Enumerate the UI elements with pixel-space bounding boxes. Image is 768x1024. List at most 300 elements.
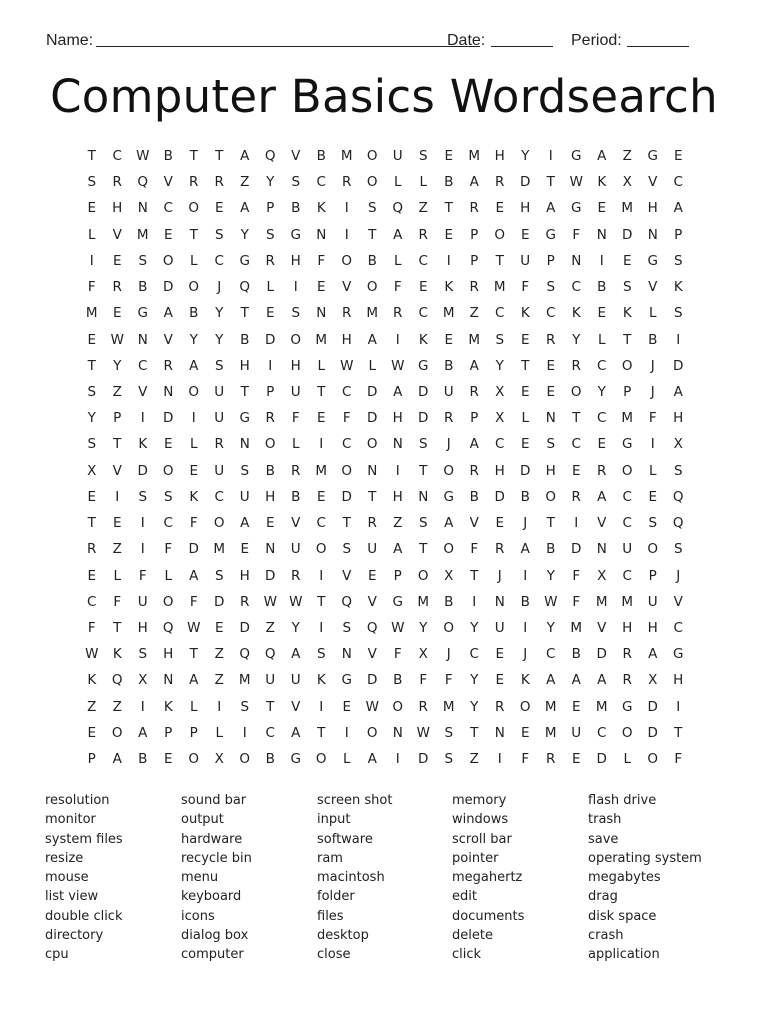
grid-letter[interactable]: Y <box>546 567 555 584</box>
grid-letter[interactable]: B <box>571 646 581 663</box>
grid-letter[interactable]: W <box>365 698 379 715</box>
grid-letter[interactable]: A <box>240 148 250 164</box>
grid-letter[interactable]: C <box>495 436 505 453</box>
grid-letter[interactable]: L <box>368 357 377 374</box>
grid-letter[interactable]: K <box>189 488 199 505</box>
grid-letter[interactable]: T <box>368 488 377 505</box>
grid-letter[interactable]: U <box>214 410 225 427</box>
grid-letter[interactable]: T <box>546 515 555 532</box>
grid-letter[interactable]: P <box>470 410 479 427</box>
grid-letter[interactable]: S <box>87 436 97 453</box>
grid-letter[interactable]: J <box>446 436 451 453</box>
grid-letter[interactable]: F <box>138 567 147 584</box>
grid-letter[interactable]: I <box>395 331 400 348</box>
grid-letter[interactable]: X <box>495 383 505 400</box>
grid-letter[interactable]: O <box>621 724 633 741</box>
grid-letter[interactable]: U <box>265 672 276 689</box>
grid-letter[interactable]: M <box>442 305 455 322</box>
grid-letter[interactable]: E <box>546 383 556 400</box>
grid-letter[interactable]: B <box>546 541 556 558</box>
grid-letter[interactable]: G <box>137 305 148 322</box>
grid-letter[interactable]: E <box>316 410 326 427</box>
grid-letter[interactable]: U <box>290 672 301 689</box>
grid-letter[interactable]: M <box>468 148 481 164</box>
grid-letter[interactable]: E <box>87 724 97 741</box>
grid-letter[interactable]: S <box>163 488 173 505</box>
grid-letter[interactable]: Z <box>418 200 428 217</box>
grid-letter[interactable]: K <box>444 279 454 296</box>
grid-letter[interactable]: V <box>342 279 352 296</box>
grid-letter[interactable]: L <box>113 567 122 584</box>
grid-letter[interactable]: E <box>495 515 505 532</box>
grid-letter[interactable]: A <box>520 541 530 558</box>
grid-letter[interactable]: N <box>316 305 327 322</box>
grid-letter[interactable]: E <box>444 226 454 243</box>
grid-letter[interactable]: K <box>520 305 530 322</box>
grid-letter[interactable]: E <box>240 541 250 558</box>
grid-letter[interactable]: G <box>290 226 301 243</box>
grid-letter[interactable]: B <box>291 200 301 217</box>
grid-letter[interactable]: I <box>650 436 655 453</box>
grid-letter[interactable]: B <box>520 593 530 610</box>
grid-letter[interactable]: N <box>494 593 505 610</box>
grid-letter[interactable]: E <box>112 252 122 269</box>
grid-letter[interactable]: G <box>673 646 684 663</box>
grid-letter[interactable]: O <box>621 357 633 374</box>
grid-letter[interactable]: S <box>342 541 352 558</box>
grid-letter[interactable]: D <box>239 619 250 636</box>
grid-letter[interactable]: M <box>621 410 634 427</box>
grid-letter[interactable]: F <box>572 226 581 243</box>
grid-letter[interactable]: M <box>366 305 379 322</box>
grid-letter[interactable]: N <box>392 724 403 741</box>
grid-letter[interactable]: I <box>523 619 528 636</box>
grid-letter[interactable]: G <box>443 488 454 505</box>
grid-letter[interactable]: X <box>622 174 632 191</box>
grid-letter[interactable]: A <box>163 305 173 322</box>
grid-letter[interactable]: B <box>240 331 250 348</box>
grid-letter[interactable]: M <box>621 593 634 610</box>
grid-letter[interactable]: L <box>648 462 657 479</box>
grid-letter[interactable]: Z <box>469 305 479 322</box>
grid-letter[interactable]: I <box>446 252 451 269</box>
grid-letter[interactable]: T <box>87 148 96 164</box>
grid-letter[interactable]: M <box>493 279 506 296</box>
grid-letter[interactable]: R <box>546 331 556 348</box>
grid-letter[interactable]: C <box>546 305 556 322</box>
grid-letter[interactable]: O <box>290 331 302 348</box>
grid-letter[interactable]: Y <box>189 331 198 348</box>
grid-letter[interactable]: C <box>597 410 607 427</box>
grid-letter[interactable]: A <box>546 200 556 217</box>
grid-letter[interactable]: G <box>622 436 633 453</box>
grid-letter[interactable]: E <box>571 698 581 715</box>
grid-letter[interactable]: E <box>112 305 122 322</box>
grid-letter[interactable]: B <box>367 252 377 269</box>
grid-letter[interactable]: A <box>393 226 403 243</box>
grid-letter[interactable]: S <box>546 436 556 453</box>
grid-letter[interactable]: K <box>316 200 326 217</box>
grid-letter[interactable]: R <box>418 698 428 715</box>
grid-letter[interactable]: L <box>164 567 173 584</box>
grid-letter[interactable]: T <box>189 148 198 164</box>
grid-letter[interactable]: U <box>494 619 505 636</box>
grid-letter[interactable]: F <box>521 279 530 296</box>
grid-letter[interactable]: O <box>341 252 353 269</box>
grid-letter[interactable]: R <box>291 462 301 479</box>
grid-letter[interactable]: F <box>189 515 198 532</box>
grid-letter[interactable]: R <box>597 462 607 479</box>
grid-letter[interactable]: H <box>265 488 276 505</box>
grid-letter[interactable]: V <box>163 174 173 191</box>
grid-letter[interactable]: L <box>521 410 530 427</box>
grid-letter[interactable]: H <box>647 200 658 217</box>
grid-letter[interactable]: S <box>418 148 428 164</box>
grid-letter[interactable]: E <box>367 567 377 584</box>
grid-letter[interactable]: X <box>673 436 683 453</box>
grid-letter[interactable]: T <box>189 646 198 663</box>
grid-letter[interactable]: A <box>112 751 122 768</box>
grid-letter[interactable]: F <box>444 672 453 689</box>
grid-letter[interactable]: R <box>622 672 632 689</box>
grid-letter[interactable]: N <box>163 672 174 689</box>
grid-letter[interactable]: M <box>544 698 557 715</box>
grid-letter[interactable]: B <box>597 279 607 296</box>
grid-letter[interactable]: S <box>546 279 556 296</box>
grid-letter[interactable]: I <box>344 200 349 217</box>
grid-letter[interactable]: H <box>545 462 556 479</box>
grid-letter[interactable]: H <box>290 252 301 269</box>
grid-letter[interactable]: O <box>162 593 174 610</box>
grid-letter[interactable]: L <box>266 279 275 296</box>
grid-letter[interactable]: S <box>214 567 224 584</box>
grid-letter[interactable]: S <box>291 174 301 191</box>
grid-letter[interactable]: P <box>470 252 479 269</box>
grid-letter[interactable]: U <box>392 148 403 164</box>
name-field[interactable] <box>96 46 480 47</box>
grid-letter[interactable]: T <box>317 593 326 610</box>
grid-letter[interactable]: W <box>85 646 99 663</box>
grid-letter[interactable]: L <box>648 305 657 322</box>
grid-letter[interactable]: C <box>418 305 428 322</box>
grid-letter[interactable]: Y <box>113 357 122 374</box>
grid-letter[interactable]: S <box>214 357 224 374</box>
grid-letter[interactable]: M <box>595 698 608 715</box>
grid-letter[interactable]: O <box>443 541 455 558</box>
period-field[interactable] <box>627 46 689 47</box>
grid-letter[interactable]: B <box>444 593 454 610</box>
grid-letter[interactable]: Y <box>470 619 479 636</box>
grid-letter[interactable]: C <box>214 488 224 505</box>
grid-letter[interactable]: V <box>367 646 377 663</box>
grid-letter[interactable]: P <box>546 252 555 269</box>
grid-letter[interactable]: D <box>188 541 199 558</box>
grid-letter[interactable]: U <box>290 383 301 400</box>
grid-letter[interactable]: H <box>341 331 352 348</box>
grid-letter[interactable]: Y <box>470 672 479 689</box>
grid-letter[interactable]: M <box>340 148 353 164</box>
grid-letter[interactable]: K <box>112 646 122 663</box>
grid-letter[interactable]: R <box>495 541 505 558</box>
grid-letter[interactable]: A <box>469 436 479 453</box>
grid-letter[interactable]: Q <box>137 174 149 191</box>
grid-letter[interactable]: S <box>240 698 250 715</box>
grid-letter[interactable]: I <box>242 724 247 741</box>
grid-letter[interactable]: V <box>138 383 148 400</box>
grid-letter[interactable]: M <box>85 305 98 322</box>
grid-letter[interactable]: O <box>341 462 353 479</box>
grid-letter[interactable]: V <box>367 593 377 610</box>
grid-letter[interactable]: G <box>647 148 658 164</box>
grid-letter[interactable]: V <box>673 593 683 610</box>
grid-letter[interactable]: E <box>673 148 683 164</box>
grid-letter[interactable]: H <box>622 619 633 636</box>
grid-letter[interactable]: T <box>419 541 428 558</box>
grid-letter[interactable]: U <box>443 383 454 400</box>
grid-letter[interactable]: T <box>546 174 555 191</box>
grid-letter[interactable]: Z <box>112 541 122 558</box>
grid-letter[interactable]: H <box>239 357 250 374</box>
grid-letter[interactable]: T <box>470 724 479 741</box>
grid-letter[interactable]: H <box>520 200 531 217</box>
grid-letter[interactable]: M <box>213 541 226 558</box>
grid-letter[interactable]: F <box>164 541 173 558</box>
grid-letter[interactable]: O <box>417 567 429 584</box>
grid-letter[interactable]: D <box>673 357 684 374</box>
grid-letter[interactable]: U <box>137 593 148 610</box>
grid-letter[interactable]: O <box>111 724 123 741</box>
grid-letter[interactable]: M <box>442 698 455 715</box>
grid-letter[interactable]: C <box>316 515 326 532</box>
grid-letter[interactable]: H <box>647 619 658 636</box>
grid-letter[interactable]: B <box>291 488 301 505</box>
grid-letter[interactable]: Q <box>341 593 353 610</box>
grid-letter[interactable]: D <box>596 646 607 663</box>
grid-letter[interactable]: U <box>520 252 531 269</box>
grid-letter[interactable]: C <box>265 724 275 741</box>
grid-letter[interactable]: F <box>291 410 300 427</box>
grid-letter[interactable]: F <box>521 751 530 768</box>
grid-letter[interactable]: X <box>597 567 607 584</box>
grid-letter[interactable]: T <box>623 331 632 348</box>
grid-letter[interactable]: N <box>418 488 429 505</box>
grid-letter[interactable]: B <box>316 148 326 164</box>
grid-letter[interactable]: C <box>112 148 122 164</box>
grid-letter[interactable]: A <box>469 357 479 374</box>
grid-letter[interactable]: K <box>571 305 581 322</box>
grid-letter[interactable]: E <box>495 200 505 217</box>
grid-letter[interactable]: W <box>263 593 277 610</box>
grid-letter[interactable]: N <box>647 226 658 243</box>
grid-letter[interactable]: C <box>316 174 326 191</box>
grid-letter[interactable]: E <box>495 672 505 689</box>
grid-letter[interactable]: I <box>676 698 681 715</box>
grid-letter[interactable]: K <box>622 305 632 322</box>
grid-letter[interactable]: G <box>239 410 250 427</box>
grid-letter[interactable]: I <box>319 436 324 453</box>
grid-letter[interactable]: D <box>214 593 225 610</box>
grid-letter[interactable]: R <box>112 279 122 296</box>
grid-letter[interactable]: E <box>571 751 581 768</box>
grid-letter[interactable]: E <box>316 279 326 296</box>
grid-letter[interactable]: V <box>597 515 607 532</box>
grid-letter[interactable]: F <box>393 279 402 296</box>
grid-letter[interactable]: I <box>140 410 145 427</box>
grid-letter[interactable]: C <box>571 279 581 296</box>
grid-letter[interactable]: B <box>163 148 173 164</box>
grid-letter[interactable]: M <box>315 462 328 479</box>
grid-letter[interactable]: T <box>113 436 122 453</box>
grid-letter[interactable]: A <box>393 541 403 558</box>
grid-letter[interactable]: O <box>162 252 174 269</box>
grid-letter[interactable]: Z <box>240 174 250 191</box>
grid-letter[interactable]: V <box>648 279 658 296</box>
grid-letter[interactable]: I <box>497 751 502 768</box>
grid-letter[interactable]: R <box>214 436 224 453</box>
grid-letter[interactable]: G <box>545 226 556 243</box>
grid-letter[interactable]: Y <box>215 305 224 322</box>
grid-letter[interactable]: B <box>265 462 275 479</box>
grid-letter[interactable]: E <box>546 357 556 374</box>
grid-letter[interactable]: S <box>316 646 326 663</box>
grid-letter[interactable]: I <box>344 724 349 741</box>
grid-letter[interactable]: L <box>215 724 224 741</box>
grid-letter[interactable]: S <box>240 462 250 479</box>
grid-letter[interactable]: U <box>367 541 378 558</box>
grid-letter[interactable]: B <box>189 305 199 322</box>
grid-letter[interactable]: S <box>265 226 275 243</box>
grid-letter[interactable]: Q <box>672 515 684 532</box>
grid-letter[interactable]: E <box>571 462 581 479</box>
grid-letter[interactable]: T <box>113 619 122 636</box>
grid-letter[interactable]: Y <box>597 383 606 400</box>
grid-letter[interactable]: R <box>571 357 581 374</box>
grid-letter[interactable]: I <box>140 515 145 532</box>
grid-letter[interactable]: O <box>570 383 582 400</box>
grid-letter[interactable]: P <box>189 724 198 741</box>
grid-letter[interactable]: P <box>674 226 683 243</box>
grid-letter[interactable]: K <box>597 174 607 191</box>
grid-letter[interactable]: H <box>494 148 505 164</box>
grid-letter[interactable]: W <box>544 593 558 610</box>
grid-letter[interactable]: Y <box>419 619 428 636</box>
grid-letter[interactable]: Z <box>87 698 97 715</box>
grid-letter[interactable]: E <box>597 436 607 453</box>
grid-letter[interactable]: U <box>622 541 633 558</box>
grid-letter[interactable]: F <box>317 252 326 269</box>
grid-letter[interactable]: F <box>572 567 581 584</box>
grid-letter[interactable]: N <box>545 410 556 427</box>
grid-letter[interactable]: L <box>597 331 606 348</box>
grid-letter[interactable]: T <box>317 383 326 400</box>
grid-letter[interactable]: D <box>341 488 352 505</box>
grid-letter[interactable]: Z <box>469 751 479 768</box>
grid-letter[interactable]: L <box>189 252 198 269</box>
grid-letter[interactable]: I <box>293 279 298 296</box>
grid-letter[interactable]: G <box>239 252 250 269</box>
grid-letter[interactable]: A <box>189 357 199 374</box>
grid-letter[interactable]: Z <box>112 383 122 400</box>
grid-letter[interactable]: T <box>521 357 530 374</box>
grid-letter[interactable]: M <box>621 200 634 217</box>
grid-letter[interactable]: N <box>596 541 607 558</box>
grid-letter[interactable]: E <box>265 305 275 322</box>
grid-letter[interactable]: P <box>87 751 96 768</box>
grid-letter[interactable]: O <box>647 541 659 558</box>
grid-letter[interactable]: T <box>419 462 428 479</box>
grid-letter[interactable]: X <box>648 672 658 689</box>
grid-letter[interactable]: S <box>367 200 377 217</box>
grid-letter[interactable]: I <box>395 751 400 768</box>
grid-letter[interactable]: B <box>393 672 403 689</box>
grid-letter[interactable]: H <box>137 619 148 636</box>
grid-letter[interactable]: C <box>546 646 556 663</box>
grid-letter[interactable]: M <box>315 331 328 348</box>
grid-letter[interactable]: O <box>188 279 200 296</box>
grid-letter[interactable]: E <box>648 488 658 505</box>
grid-letter[interactable]: N <box>163 383 174 400</box>
grid-letter[interactable]: I <box>574 515 579 532</box>
grid-letter[interactable]: F <box>87 279 96 296</box>
grid-letter[interactable]: I <box>140 698 145 715</box>
grid-letter[interactable]: M <box>595 593 608 610</box>
grid-letter[interactable]: T <box>87 515 96 532</box>
grid-letter[interactable]: E <box>87 567 97 584</box>
grid-letter[interactable]: E <box>163 226 173 243</box>
grid-letter[interactable]: E <box>87 200 97 217</box>
grid-letter[interactable]: E <box>87 488 97 505</box>
grid-letter[interactable]: N <box>494 724 505 741</box>
grid-letter[interactable]: G <box>571 148 582 164</box>
grid-letter[interactable]: S <box>138 646 148 663</box>
grid-letter[interactable]: O <box>545 488 557 505</box>
grid-letter[interactable]: O <box>366 436 378 453</box>
grid-letter[interactable]: Q <box>239 646 251 663</box>
grid-letter[interactable]: E <box>316 488 326 505</box>
grid-letter[interactable]: E <box>495 646 505 663</box>
grid-letter[interactable]: A <box>291 724 301 741</box>
grid-letter[interactable]: Y <box>495 357 504 374</box>
grid-letter[interactable]: L <box>317 357 326 374</box>
grid-letter[interactable]: Q <box>162 619 174 636</box>
grid-letter[interactable]: X <box>444 567 454 584</box>
grid-letter[interactable]: P <box>266 200 275 217</box>
grid-letter[interactable]: A <box>673 383 683 400</box>
grid-letter[interactable]: E <box>520 436 530 453</box>
grid-letter[interactable]: D <box>520 462 531 479</box>
grid-letter[interactable]: N <box>137 200 148 217</box>
grid-letter[interactable]: H <box>494 462 505 479</box>
grid-letter[interactable]: R <box>367 515 377 532</box>
grid-letter[interactable]: L <box>87 226 96 243</box>
grid-letter[interactable]: D <box>647 698 658 715</box>
grid-letter[interactable]: W <box>416 724 430 741</box>
grid-letter[interactable]: C <box>342 436 352 453</box>
grid-letter[interactable]: X <box>138 672 148 689</box>
grid-letter[interactable]: M <box>417 593 430 610</box>
grid-letter[interactable]: E <box>520 226 530 243</box>
grid-letter[interactable]: U <box>214 383 225 400</box>
grid-letter[interactable]: R <box>495 698 505 715</box>
grid-letter[interactable]: M <box>136 226 149 243</box>
grid-letter[interactable]: J <box>497 567 502 584</box>
grid-letter[interactable]: A <box>469 174 479 191</box>
grid-letter[interactable]: S <box>673 305 683 322</box>
grid-letter[interactable]: E <box>597 305 607 322</box>
grid-letter[interactable]: W <box>110 331 124 348</box>
grid-letter[interactable]: S <box>342 619 352 636</box>
grid-letter[interactable]: P <box>164 724 173 741</box>
